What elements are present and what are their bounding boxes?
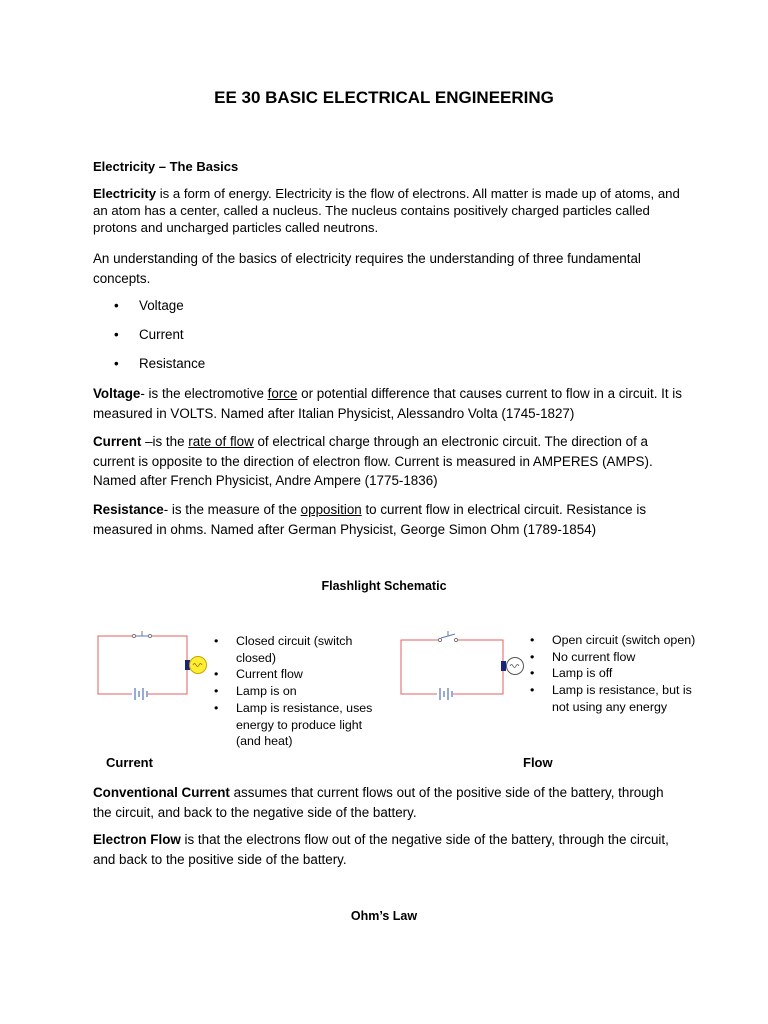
battery-icon xyxy=(135,688,147,700)
lamp-off-icon xyxy=(507,658,524,675)
battery-icon xyxy=(440,688,452,700)
list-item: • Voltage xyxy=(114,298,184,313)
closed-circuit-diagram xyxy=(96,630,216,700)
section-heading-basics: Electricity – The Basics xyxy=(93,159,239,174)
list-item: • Open circuit (switch open) xyxy=(530,632,700,649)
page-title: EE 30 BASIC ELECTRICAL ENGINEERING xyxy=(214,88,554,107)
label-current: Current xyxy=(106,755,153,770)
list-item: • Current flow xyxy=(214,666,374,683)
list-item: • No current flow xyxy=(530,649,700,666)
open-circuit-diagram xyxy=(399,630,529,700)
list-item: • Lamp is on xyxy=(214,683,374,700)
circuit-wires xyxy=(401,640,503,694)
term-current: Current xyxy=(93,434,142,449)
paragraph-understanding: An understanding of the basics of electricity requires the understanding of three fundamental concepts. xyxy=(93,251,641,286)
term-voltage: Voltage xyxy=(93,386,141,401)
list-item: • Closed circuit (switch closed) xyxy=(214,633,374,666)
switch-open-icon xyxy=(438,631,457,642)
term-resistance: Resistance xyxy=(93,502,164,517)
paragraph-electricity xyxy=(93,185,683,236)
open-circuit-notes xyxy=(530,632,700,716)
list-item: • Resistance xyxy=(114,356,206,371)
term-electron-flow: Electron Flow xyxy=(93,832,181,847)
definition-voltage: Voltage- is the electromotive force or potential difference that causes current to flow in a circuit. It is measured in VOLTS. Named after Italian Physicist, Alessandro Volta (1745-1827) xyxy=(93,386,682,421)
term-electricity: Electricity xyxy=(93,186,157,201)
circuit-wires xyxy=(98,636,187,694)
definition-resistance: Resistance- is the measure of the opposition to current flow in electrical circuit. Resistance is measured in ohms. Named after German Physicist, George Simon Ohm (1789-1854) xyxy=(93,502,647,537)
schematic-heading: Flashlight Schematic xyxy=(321,579,447,593)
list-item: • Lamp is resistance, but is not using any energy xyxy=(530,682,700,715)
switch-closed-icon xyxy=(132,631,151,638)
label-flow: Flow xyxy=(523,755,553,770)
term-conventional-current: Conventional Current xyxy=(93,785,230,800)
electricity-text: is a form of energy. Electricity is the flow of electrons. All matter is made up of atoms, and an atom has a center, called a nucleus. The nucleus contains positively charged particles called protons and uncharged particles called neutrons. xyxy=(93,186,680,235)
list-item: • Current xyxy=(114,327,184,342)
section-heading-ohms-law: Ohm’s Law xyxy=(350,909,418,923)
paragraph-electron-flow: Electron Flow is that the electrons flow out of the negative side of the battery, through the circuit, and back to the positive side of the battery. xyxy=(93,832,669,867)
list-item: • Lamp is off xyxy=(530,665,700,682)
lamp-socket-icon xyxy=(501,661,506,671)
paragraph-conventional-current: Conventional Current assumes that current flows out of the positive side of the battery, through the circuit, and back to the negative side of the battery. xyxy=(93,785,664,820)
list-item: • Lamp is resistance, uses energy to produce light (and heat) xyxy=(214,700,374,750)
definition-current: Current –is the rate of flow of electrical charge through an electronic circuit. The direction of a current is opposite to the direction of electron flow. Current is measured in AMPERES (AMPS). Named after French Physicist, Andre Ampere (1775-1836) xyxy=(93,434,653,488)
lamp-on-icon xyxy=(190,657,207,674)
closed-circuit-notes xyxy=(214,633,374,750)
